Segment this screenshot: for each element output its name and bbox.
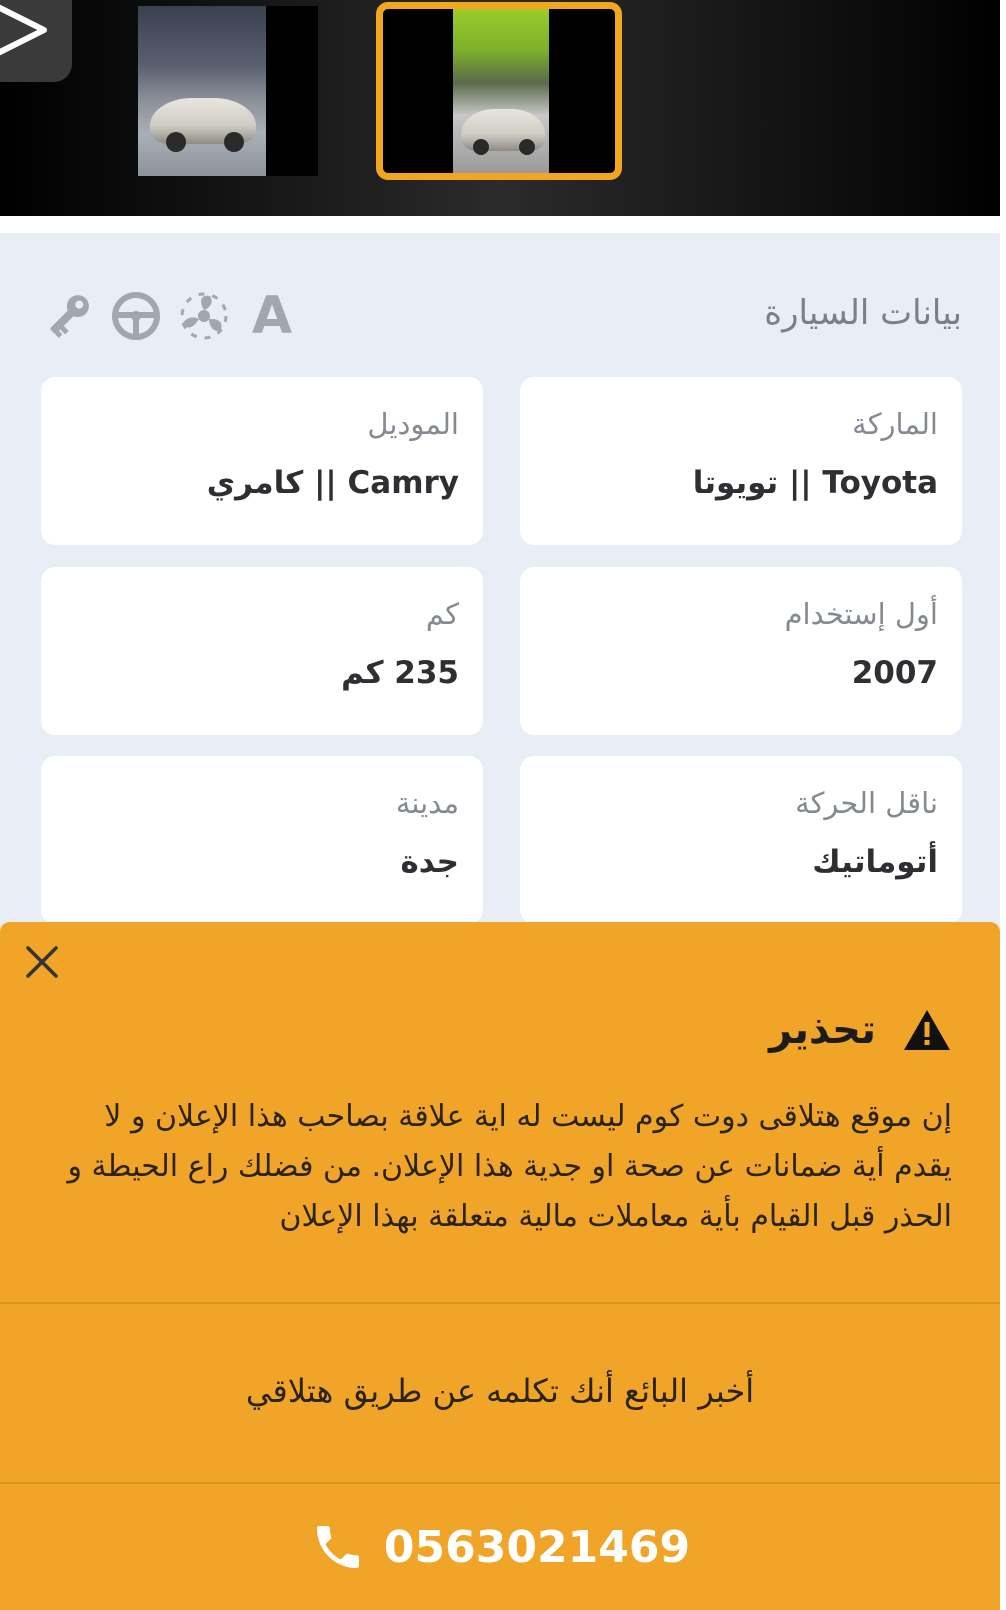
car-photo-thumbnail-1[interactable]: [138, 6, 318, 176]
engine-fan-icon: [176, 288, 232, 344]
phone-number: 0563021469: [383, 1521, 691, 1573]
field-value: جدة: [400, 844, 459, 880]
field-card-first-use: [520, 567, 962, 735]
steering-wheel-icon: [108, 288, 164, 344]
phone-icon: [310, 1519, 366, 1575]
play-icon: [0, 0, 72, 82]
photo-gallery: [0, 0, 1000, 216]
field-value: 235 كم: [341, 655, 459, 691]
field-label: ناقل الحركة: [795, 786, 938, 820]
field-label: الموديل: [367, 407, 459, 441]
play-button[interactable]: [0, 0, 72, 82]
key-icon: [40, 288, 96, 344]
tell-seller-note: أخبر البائع أنك تكلمه عن طريق هتلاقي: [245, 1372, 755, 1410]
field-value: أتوماتيك: [812, 844, 938, 880]
divider: [0, 1302, 1000, 1304]
warning-title: تحذير: [769, 1007, 876, 1053]
field-card-transmission: [520, 756, 962, 924]
field-value: Toyota || تويوتا: [692, 465, 938, 501]
warning-message: إن موقع هتلاقى دوت كوم ليست له اية علاقة بصاحب هذا الإعلان و لا يقدم أية ضمانات عن صحة او جدية هذا الإعلان. من فضلك راع الحيطة و الحذر قبل القيام بأية معاملات مالية متعلقة بهذا الإعلان: [67, 1099, 952, 1234]
warning-header: [769, 1000, 952, 1060]
field-card-brand: [520, 377, 962, 545]
field-label: أول إستخدام: [784, 597, 938, 631]
warning-panel: [0, 922, 1000, 1610]
close-button[interactable]: [22, 942, 62, 982]
call-seller-button[interactable]: [0, 1484, 1000, 1610]
field-label: مدينة: [395, 786, 459, 820]
warning-triangle-icon: [902, 1008, 952, 1052]
section-title: بيانات السيارة: [764, 293, 962, 333]
field-card-model: [41, 377, 483, 545]
field-label: كم: [425, 597, 459, 631]
feature-icons: [40, 288, 312, 344]
close-icon: [22, 942, 62, 982]
automatic-letter-icon: A: [251, 286, 293, 346]
car-photo-thumbnail-2-selected[interactable]: [376, 2, 622, 180]
field-value: Camry || كامري: [206, 465, 459, 501]
field-card-mileage: [41, 567, 483, 735]
field-card-city: [41, 756, 483, 924]
field-label: الماركة: [852, 407, 938, 441]
field-value: 2007: [851, 655, 938, 691]
